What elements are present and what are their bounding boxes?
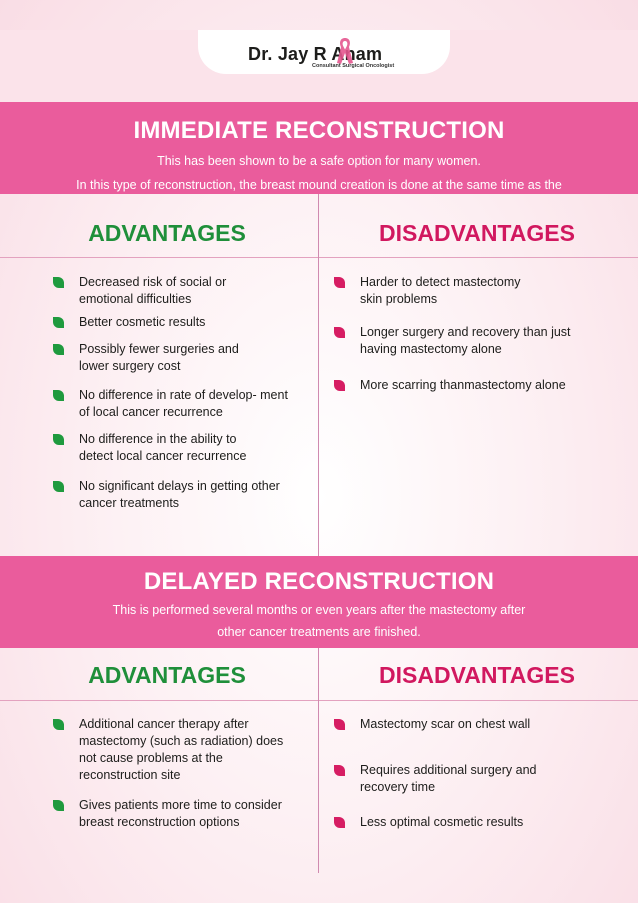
list-item	[334, 377, 566, 394]
list-item	[53, 274, 226, 308]
list-item	[53, 716, 283, 784]
delayed-description-line-1: This is performed several months or even years after the mastectomy after	[112, 603, 526, 617]
column-divider	[318, 194, 319, 556]
list-item-text: Decreased risk of social or	[79, 275, 227, 289]
list-item-text: No difference in rate of develop- ment	[79, 388, 288, 402]
leaf-bullet-icon	[334, 719, 345, 730]
list-item	[334, 324, 571, 358]
list-item	[53, 387, 288, 421]
list-item-text: of local cancer recurrence	[79, 405, 223, 419]
list-item-text: More scarring thanmastectomy alone	[360, 378, 566, 392]
immediate-description-line-1: This has been shown to be a safe option for many women.	[157, 154, 481, 168]
leaf-bullet-icon	[53, 390, 64, 401]
delayed-title: DELAYED RECONSTRUCTION	[143, 568, 495, 595]
list-item-text: recovery time	[360, 780, 436, 794]
list-item-text: reconstruction site	[79, 768, 181, 782]
doctor-name: Dr. Jay R Anam	[248, 44, 383, 64]
list-item-text: Requires additional surgery and	[360, 763, 537, 777]
section-divider	[0, 700, 638, 701]
list-item-text: having mastectomy alone	[360, 342, 502, 356]
list-item-text: detect local cancer recurrence	[79, 449, 247, 463]
pink-ribbon-icon	[334, 36, 356, 66]
list-item-text: emotional difficulties	[79, 292, 192, 306]
leaf-bullet-icon	[334, 380, 345, 391]
leaf-bullet-icon	[334, 327, 345, 338]
list-item-text: No significant delays in getting other	[79, 479, 280, 493]
list-item	[53, 431, 246, 465]
leaf-bullet-icon	[53, 317, 64, 328]
leaf-bullet-icon	[53, 344, 64, 355]
immediate-title: IMMEDIATE RECONSTRUCTION	[133, 117, 505, 144]
list-item-text: Additional cancer therapy after	[79, 717, 249, 731]
list-item-text: No difference in the ability to	[79, 432, 237, 446]
list-item	[334, 762, 537, 796]
list-item-text: not cause problems at the	[79, 751, 223, 765]
leaf-bullet-icon	[53, 434, 64, 445]
list-item-text: Gives patients more time to consider	[79, 798, 282, 812]
column-divider	[318, 648, 319, 873]
list-item	[334, 716, 530, 733]
delayed-disadvantages-heading: DISADVANTAGES	[379, 662, 575, 688]
leaf-bullet-icon	[53, 719, 64, 730]
list-item-text: breast reconstruction options	[79, 815, 240, 829]
delayed-banner	[0, 556, 638, 648]
delayed-advantages-heading: ADVANTAGES	[88, 662, 246, 688]
list-item-text: Mastectomy scar on chest wall	[360, 717, 531, 731]
leaf-bullet-icon	[53, 800, 64, 811]
list-item	[53, 797, 282, 831]
list-item-text: Better cosmetic results	[79, 315, 206, 329]
list-item	[53, 314, 205, 331]
list-item-text: cancer treatments	[79, 496, 180, 510]
section-divider	[0, 257, 638, 258]
delayed-description-line-2: other cancer treatments are finished.	[217, 625, 421, 639]
immediate-advantages-heading: ADVANTAGES	[88, 220, 246, 246]
list-item	[53, 341, 239, 375]
leaf-bullet-icon	[53, 481, 64, 492]
list-item-text: skin problems	[360, 292, 438, 306]
doctor-subtitle: Consultant Surgical Oncologist	[312, 63, 395, 69]
list-item-text: Harder to detect mastectomy	[360, 275, 521, 289]
list-item-text: Less optimal cosmetic results	[360, 815, 524, 829]
immediate-description-line-2: In this type of reconstruction, the breast mound creation is done at the same time as the	[76, 178, 562, 192]
leaf-bullet-icon	[334, 817, 345, 828]
list-item	[334, 274, 520, 308]
immediate-banner	[0, 102, 638, 194]
list-item-text: mastectomy (such as radiation) does	[79, 734, 284, 748]
leaf-bullet-icon	[334, 277, 345, 288]
list-item-text: Possibly fewer surgeries and	[79, 342, 239, 356]
list-item	[334, 814, 523, 831]
list-item	[53, 478, 280, 512]
leaf-bullet-icon	[334, 765, 345, 776]
immediate-disadvantages-heading: DISADVANTAGES	[379, 220, 575, 246]
leaf-bullet-icon	[53, 277, 64, 288]
list-item-text: lower surgery cost	[79, 359, 181, 373]
list-item-text: Longer surgery and recovery than just	[360, 325, 571, 339]
